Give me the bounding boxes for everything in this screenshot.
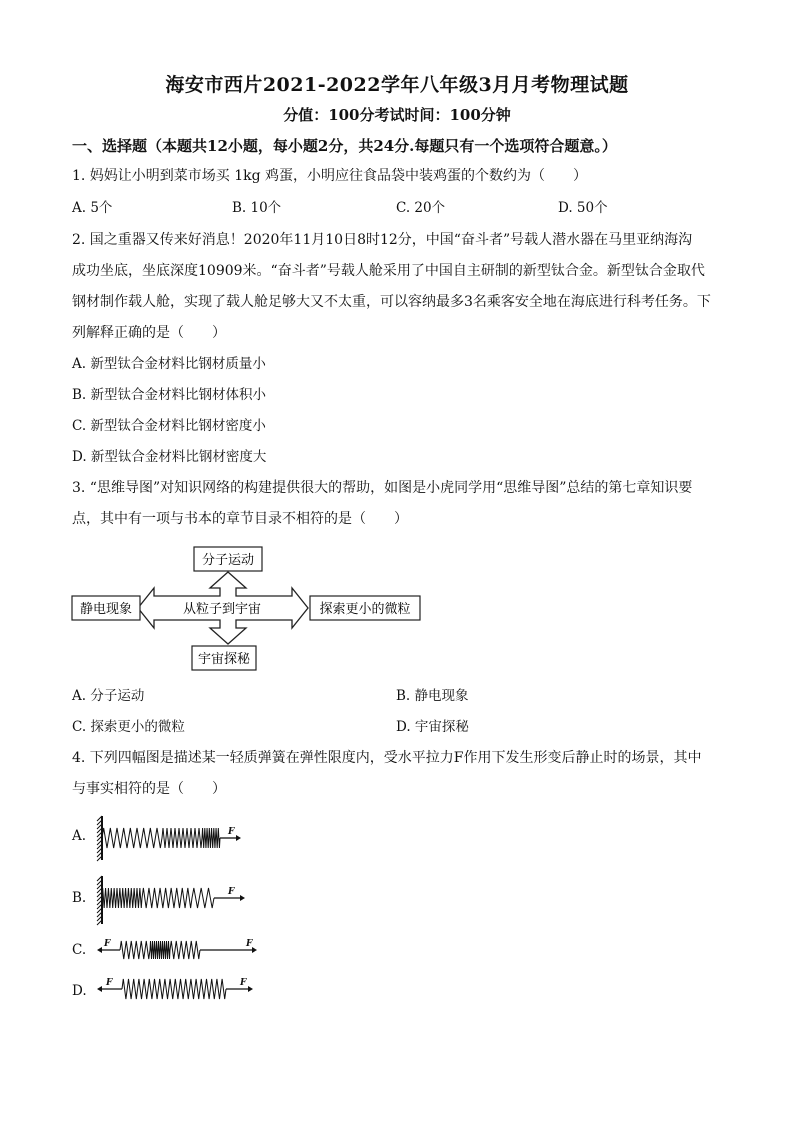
diagram-center-label: 从粒子到宇宙 — [182, 602, 262, 617]
spring-figure-d — [97, 978, 253, 999]
force-arrowhead — [97, 986, 102, 992]
q1-option-a: A. 5个 — [72, 200, 113, 216]
spring-coil — [122, 979, 226, 999]
section-heading: 一、选择题（本题共12小题，每小题2分，共24分.每题只有一个选项符合题意。） — [72, 137, 617, 155]
force-arrowhead — [97, 947, 102, 953]
q4-line: 与事实相符的是（ ） — [72, 781, 226, 797]
q2-option-b: B. 新型钛合金材料比钢材体积小 — [72, 387, 267, 403]
diagram-top-label: 分子运动 — [201, 553, 255, 568]
q2-line: 钢材制作载人舱，实现了载人舱足够大又不太重，可以容纳最多3名乘客安全地在海底进行科考任务。下 — [72, 294, 711, 310]
q4-option-b: B. — [72, 890, 87, 906]
force-label: F — [104, 939, 111, 949]
q4-option-c: C. — [72, 942, 87, 958]
spring-figures — [90, 810, 270, 1010]
force-label: F — [240, 978, 247, 988]
diagram-right-label: 探索更小的微粒 — [319, 602, 411, 617]
force-label: F — [106, 978, 113, 988]
q2-option-a: A. 新型钛合金材料比钢材质量小 — [72, 356, 266, 372]
force-arrowhead — [236, 835, 241, 841]
q3-option-a: A. 分子运动 — [72, 688, 145, 704]
q3-option-c: C. 探索更小的微粒 — [72, 719, 185, 735]
q1-option-b: B. 10个 — [232, 200, 282, 216]
q2-line: 列解释正确的是（ ） — [72, 325, 226, 341]
q2-option-d: D. 新型钛合金材料比钢材密度大 — [72, 449, 267, 465]
force-label: F — [246, 939, 253, 949]
q3-option-d: D. 宇宙探秘 — [396, 719, 469, 735]
spring-coil — [120, 941, 200, 959]
q3-line: 点，其中有一项与书本的章节目录不相符的是（ ） — [72, 511, 408, 527]
q2-line: 成功坐底，坐底深度10909米。“奋斗者”号载人舱采用了中国自主研制的新型钛合金。新型钛合金取代 — [72, 263, 705, 279]
spring-figure-a — [97, 816, 241, 861]
exam-title: 海安市西片2021-2022学年八年级3月月考物理试题 — [165, 74, 629, 96]
q2-line: 2. 国之重器又传来好消息！2020年11月10日8时12分，中国“奋斗者”号载人潜水器在马里亚纳海沟 — [72, 232, 693, 248]
force-arrowhead — [248, 986, 253, 992]
mind-map-diagram — [70, 540, 430, 675]
q3-line: 3. “思维导图”对知识网络的构建提供很大的帮助，如图是小虎同学用“思维导图”总结的第七章知识要 — [72, 480, 693, 496]
diagram-left-label: 静电现象 — [79, 602, 133, 617]
q4-option-a: A. — [72, 828, 87, 844]
spring-coil — [102, 888, 214, 908]
exam-subtitle: 分值：100分考试时间：100分钟 — [283, 106, 511, 124]
spring-coil — [102, 828, 220, 848]
force-arrowhead — [252, 947, 257, 953]
diagram-bottom-label: 宇宙探秘 — [197, 652, 251, 667]
q1-stem: 1. 妈妈让小明到菜市场买 1kg 鸡蛋，小明应往食品袋中装鸡蛋的个数约为（ ） — [72, 168, 588, 184]
q4-option-d: D. — [72, 983, 87, 999]
q1-option-c: C. 20个 — [396, 200, 446, 216]
q3-option-b: B. 静电现象 — [396, 688, 469, 704]
force-arrowhead — [240, 895, 245, 901]
q2-option-c: C. 新型钛合金材料比钢材密度小 — [72, 418, 266, 434]
spring-figure-c — [97, 939, 257, 959]
spring-figure-b — [97, 876, 245, 925]
force-label: F — [228, 827, 235, 837]
q4-line: 4. 下列四幅图是描述某一轻质弹簧在弹性限度内，受水平拉力F作用下发生形变后静止时的场景，其中 — [72, 750, 702, 766]
force-label: F — [228, 887, 235, 897]
q1-option-d: D. 50个 — [558, 200, 608, 216]
